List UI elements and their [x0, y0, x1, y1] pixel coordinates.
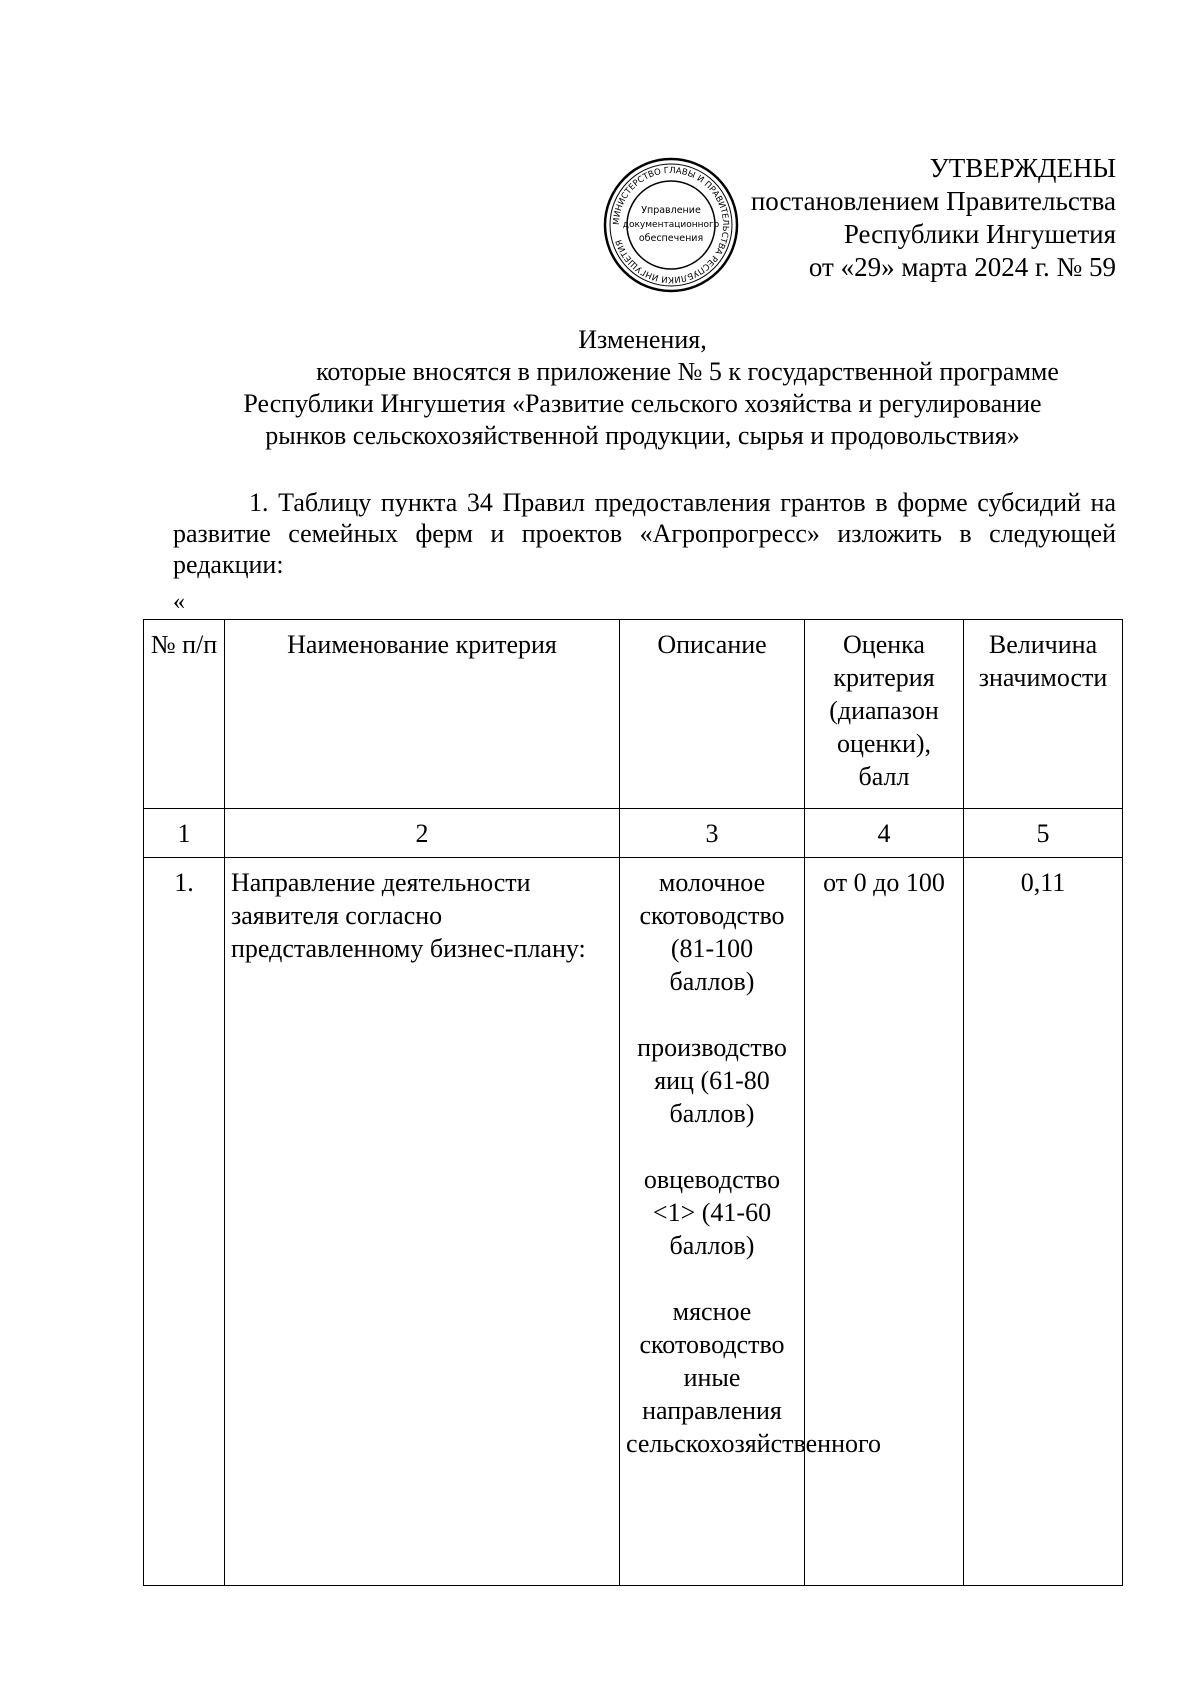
row-criterion-name: Направление деятельности заявителя согласно представленному бизнес-плану:: [225, 858, 620, 1586]
header-description: Описание: [620, 620, 805, 809]
title-line-2: которые вносятся в приложение № 5 к государственной программе: [316, 357, 1059, 386]
column-number-1: 1: [144, 809, 225, 858]
stamp-center-line-3: обеспечения: [638, 233, 704, 244]
approval-resolution: постановлением Правительства: [750, 186, 1116, 216]
official-stamp: [601, 155, 741, 295]
stamp-center-line-1: Управление: [641, 205, 701, 216]
row-description: [620, 858, 881, 1586]
row-number: 1.: [144, 858, 225, 1586]
document-title: [170, 324, 1115, 452]
title-line-1: Изменения,: [578, 325, 707, 354]
description-item: производство яиц (61-80 баллов): [637, 1033, 787, 1128]
title-line-4: рынков сельскохозяйственной продукции, сырья и продовольствия»: [265, 421, 1020, 450]
description-item: мясное скотоводство иные направления сельскохозяйственного: [626, 1297, 881, 1458]
column-number-2: 2: [225, 809, 620, 858]
column-number-5: 5: [964, 809, 1123, 858]
row-score-range: от 0 до 100: [805, 858, 964, 1586]
header-criterion-name: Наименование критерия: [225, 620, 620, 809]
stamp-center-line-2: документационного: [622, 220, 720, 230]
approval-date-number: от «29» марта 2024 г. № 59: [808, 252, 1116, 282]
table-row: [144, 858, 1123, 1586]
criteria-table: [143, 619, 1123, 1586]
approval-block: [751, 152, 1116, 284]
table-header-row: [144, 620, 1123, 809]
table-column-numbers-row: [144, 809, 1123, 858]
header-number: № п/п: [144, 620, 225, 809]
row-weight: 0,11: [964, 858, 1123, 1586]
description-item: овцеводство <1> (41-60 баллов): [643, 1165, 781, 1260]
column-number-3: 3: [620, 809, 805, 858]
approval-title: УТВЕРЖДЕНЫ: [929, 153, 1116, 183]
column-number-4: 4: [805, 809, 964, 858]
description-item: молочное скотоводство (81-100 баллов): [639, 868, 785, 996]
header-score: Оценка критерия (диапазон оценки), балл: [805, 620, 964, 809]
approval-republic: Республики Ингушетия: [843, 219, 1116, 249]
title-line-3: Республики Ингушетия «Развитие сельского хозяйства и регулирование: [243, 389, 1042, 418]
quote-open-mark: «: [173, 589, 185, 615]
header-weight: Величина значимости: [964, 620, 1123, 809]
stamp-ring-text: МИНИСТЕРСТВО ГЛАВЫ И ПРАВИТЕЛЬСТВА РЕСПУБЛИКИ ИНГУШЕТИЯ: [611, 165, 731, 284]
paragraph-1: 1. Таблицу пункта 34 Правил предоставления грантов в форме субсидий на развитие семейных ферм и проектов «Агропрогресс» изложить в следующей редакции:: [173, 488, 1116, 579]
